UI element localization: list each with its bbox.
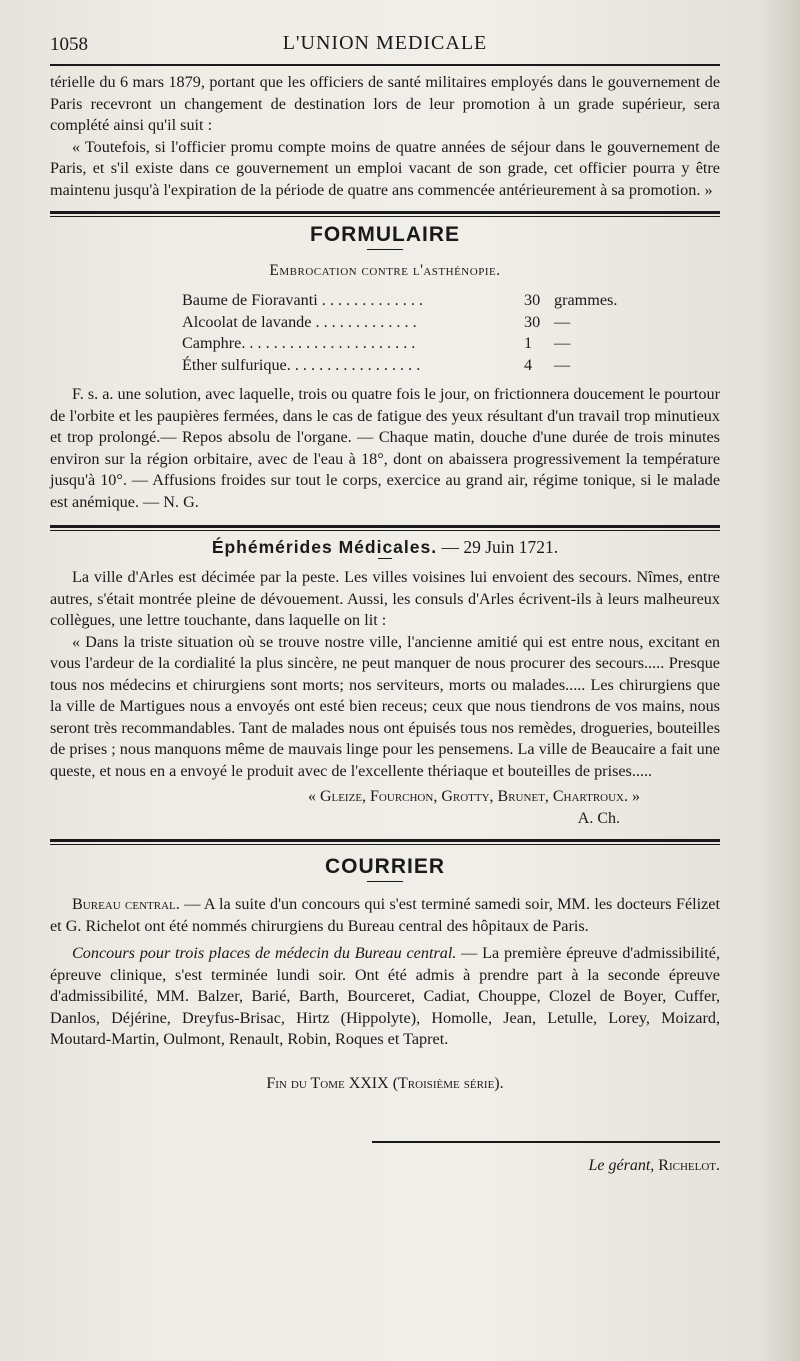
- ephemerides-heading: [50, 537, 720, 558]
- title-dash: [367, 249, 403, 250]
- formulaire-subtitle: Embrocation contre l'asthénopie.: [269, 262, 501, 279]
- intro-section: [50, 72, 720, 201]
- page-number: 1058: [50, 34, 88, 55]
- page-header: [50, 30, 720, 64]
- section-divider: [50, 839, 720, 845]
- ingredient-unit: —: [554, 355, 571, 374]
- end-of-volume: Fin du Tome XXIX (Troisième série).: [266, 1074, 504, 1092]
- footer-rule: [372, 1141, 720, 1143]
- ingredient-unit: —: [554, 312, 571, 331]
- ingredient-name: Baume de Fioravanti . . . . . . . . . . . . .: [182, 291, 423, 309]
- ingredient-qty: 30: [524, 312, 541, 331]
- title-dash: [367, 881, 403, 882]
- ephemerides-signature: « Gleize, Fourchon, Grotty, Brunet, Chartroux. »: [307, 788, 640, 805]
- courrier-paragraph-2: [50, 943, 720, 1051]
- courrier-paragraph-1: [50, 894, 720, 937]
- ephemerides-author: A. Ch.: [577, 809, 620, 827]
- courrier-text-2: — La première épreuve d'admissibilité, épreuve clinique, s'est terminée lundi soir. Ont été admis à prendre part à la seconde épreuve d'admissibilité, MM. Balzer, Barié, Barth, Bourceret, Cadiat, Chouppe, Clozel de Boyer, Cuffer, Danlos, Déjérine, Dreyfus-Brisac, Hirtz (Hippolyte), Homolle, Jean, Letulle, Lorey, Moizard, Moutard-Martin, Oulmont, Renault, Robin, Roques et Tapret.: [50, 944, 720, 1048]
- ingredient-qty: 30: [524, 291, 541, 309]
- ingredient-name: Alcoolat de lavande . . . . . . . . . . . . .: [182, 312, 417, 331]
- recipe-table: [182, 290, 617, 376]
- ingredient-qty: 4: [524, 355, 533, 374]
- courrier-lead-1: Bureau central.: [72, 895, 180, 913]
- ingredient-qty: 1: [524, 334, 533, 352]
- ephemerides-section: [50, 537, 720, 829]
- formulaire-title: FORMULAIRE: [310, 223, 460, 246]
- courrier-text-1: — A la suite d'un concours qui s'est terminé samedi soir, MM. les docteurs Félizet et G. Richelot ont été nommés chirurgiens du Bureau central des hôpitaux de Paris.: [50, 895, 720, 935]
- ephemerides-paragraph-2: « Dans la triste situation où se trouve nostre ville, l'ancienne amitié qui est entre nous, excitant en vous l'ardeur de la cordialité la plus sincère, ne peut manquer de nous procurer des secours..... Presque tous nos médecins et chirurgiens sont morts; nos serviteurs, morts ou malades..... Les chirurgiens que la ville de Martigues nous a envoyés ont esté bien receus; ceux que nous tiendrons de vos mains, nous seront très recommandables. Tant de malades nous ont épuisés tous nos remèdes, drogueries, bouteilles de prises ; nous manquons même de mauvais linge pour les pensemens. La ville de Beaucaire a fait une queste, et nous en a envoyé le produit avec de l'excellente thériaque et bouteilles de prises.....: [50, 632, 720, 780]
- recipe-row: [182, 355, 617, 377]
- formulaire-section: [50, 223, 720, 513]
- courrier-lead-2: Concours pour trois places de médecin du Bureau central.: [72, 944, 457, 962]
- ephemerides-date: — 29 Juin 1721.: [441, 537, 559, 557]
- gerant-signature: [50, 1157, 720, 1175]
- header-rule: [50, 64, 720, 66]
- ingredient-unit: —: [554, 334, 571, 352]
- gerant-label: Le gérant,: [588, 1156, 655, 1174]
- ingredient-name: Éther sulfurique. . . . . . . . . . . . . . . . .: [182, 355, 421, 374]
- section-divider: [50, 525, 720, 531]
- journal-title: L'UNION MEDICALE: [282, 32, 488, 54]
- courrier-title: COURRIER: [324, 855, 445, 878]
- ingredient-unit: grammes.: [554, 291, 618, 309]
- gerant-name: Richelot.: [658, 1156, 720, 1174]
- ingredient-name: Camphre. . . . . . . . . . . . . . . . . . . . . .: [182, 334, 416, 352]
- section-divider: [50, 211, 720, 217]
- ephemerides-title: Éphémérides Médicales.: [211, 537, 438, 557]
- intro-paragraph-1: térielle du 6 mars 1879, portant que les officiers de santé militaires employés dans le gouvernement de Paris recevront un changement de destination lors de leur promotion à un grade supérieur, sera complété ainsi qu'il suit :: [50, 73, 720, 134]
- courrier-section: [50, 855, 720, 1051]
- formulaire-text: F. s. a. une solution, avec laquelle, trois ou quatre fois le jour, on frictionnera doucement le pourtour de l'orbite et les paupières fermées, dans le cas de fatigue des yeux résultant d'un travail trop minutieux et trop prolongé.— Repos absolu de l'organe. — Chaque matin, douche d'une durée de trois minutes environ sur la région orbitaire, avec de l'eau à 18°, dont on abaissera progressivement la température jusqu'à 10°. — Affusions froides sur tout le corps, exercice au grand air, régime tonique, si le malade est anémique. — N. G.: [50, 385, 720, 511]
- ephemerides-paragraph-1: La ville d'Arles est décimée par la peste. Les villes voisines lui envoient des secours. Nîmes, entre autres, s'était montrée pleine de dévouement. Aussi, les consuls d'Arles écrivent-ils à leurs malheureux collègues, une lettre touchante, dans laquelle on lit :: [50, 568, 720, 629]
- intro-paragraph-2: « Toutefois, si l'officier promu compte moins de quatre années de séjour dans le gouvernement de Paris, et s'il existe dans ce gouvernement un emploi vacant de son grade, cet officier pourra y être maintenu jusqu'à l'expiration de la période de quatre ans commencée antérieurement à sa promotion. »: [50, 137, 720, 199]
- title-dash: [378, 558, 392, 559]
- recipe-row: [182, 290, 617, 312]
- recipe-row: [182, 333, 617, 355]
- recipe-row: [182, 312, 617, 334]
